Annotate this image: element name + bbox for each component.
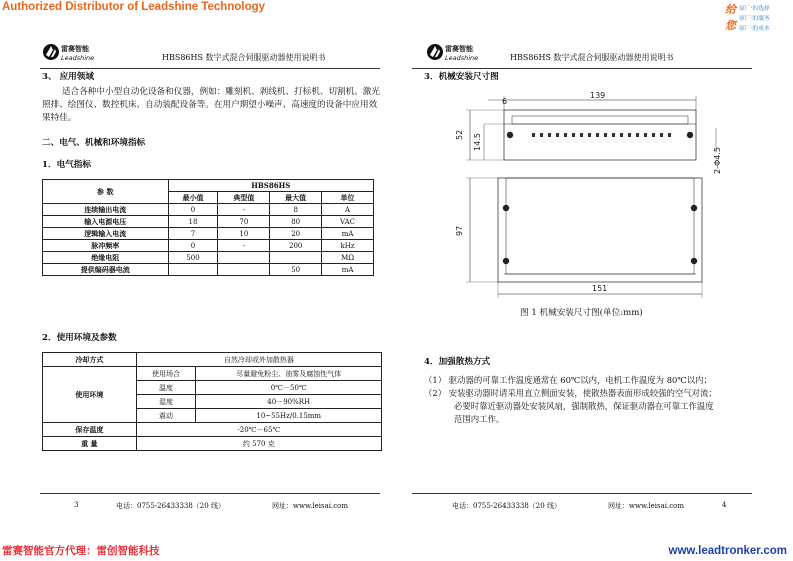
slogan-char-2: 您 <box>725 19 736 32</box>
row-unit: kHz <box>322 240 374 252</box>
leadshine-logo <box>42 42 100 66</box>
table-row <box>43 240 374 252</box>
row-min: 500 <box>168 252 218 264</box>
website-banner[interactable]: www.leadtronker.com <box>668 545 787 557</box>
env-row-value: 尽量避免粉尘、油雾及腐蚀性气体 <box>196 367 382 381</box>
dim-52: 52 <box>455 129 464 140</box>
model-header: HBS86HS <box>168 180 373 192</box>
row-min: 18 <box>168 216 218 228</box>
logo-en-text: Leadshine <box>445 54 479 62</box>
mechanical-drawing <box>440 88 740 314</box>
list-item: （2） 安装驱动器时请采用直立侧面安装，使散热器表面形成较强的空气对流； <box>424 388 717 398</box>
right-page-header <box>412 38 752 69</box>
electrical-specs-title: 1．电气指标 <box>42 160 91 170</box>
row-name: 连续输出电流 <box>43 204 169 216</box>
page-number: 3 <box>74 501 79 509</box>
section-application-body: 适合各种中小型自动化设备和仪器，例如：雕刻机、剥线机、打标机、切割机、激光照排、绘图仪、数控机床、自动装配设备等。在用户期望小噪声、高速度的设备中应用效果特佳。 <box>42 87 380 123</box>
dim-139: 139 <box>590 91 606 100</box>
left-page-footer <box>40 493 380 514</box>
col-unit: 单位 <box>322 192 374 204</box>
leadshine-logo-icon <box>426 43 444 61</box>
leadshine-logo-icon <box>42 43 60 61</box>
mech-dimensions-title: 3．机械安装尺寸图 <box>424 72 499 82</box>
page-number: 4 <box>722 501 727 509</box>
env-row-value: 10~55Hz/0.15mm <box>196 409 382 423</box>
param-header: 参 数 <box>43 180 169 204</box>
slogan-line-2: 原厂·的服务 <box>739 16 770 22</box>
row-max: 200 <box>270 240 322 252</box>
col-min: 最小值 <box>168 192 218 204</box>
figure-caption: 图 1 机械安装尺寸图(单位:mm) <box>520 308 643 318</box>
env-row-name: 温度 <box>136 381 196 395</box>
mounting-hole <box>507 132 513 138</box>
row-typ <box>218 264 270 276</box>
weight-value: 约 570 克 <box>136 437 381 451</box>
env-row-name: 使用场合 <box>136 367 196 381</box>
electrical-specs-table <box>42 179 374 276</box>
env-row-name: 湿度 <box>136 395 196 409</box>
row-name: 脉冲频率 <box>43 240 169 252</box>
row-max: 20 <box>270 228 322 240</box>
mounting-hole <box>687 132 693 138</box>
row-name: 提供编码器电流 <box>43 264 169 276</box>
leadshine-logo <box>426 42 484 66</box>
section-application-title: 3、 应用领域 <box>42 72 94 82</box>
row-max: 8 <box>270 204 322 216</box>
row-unit: A <box>322 204 374 216</box>
table-row <box>43 252 374 264</box>
list-item: 必要时靠近驱动器处安装风扇，强制散热，保证驱动器在可靠工作温度 <box>454 401 714 411</box>
env-label: 使用环境 <box>43 367 137 423</box>
official-agent-banner: 雷赛智能官方代理：雷创智能科技 <box>2 545 160 557</box>
list-item: 范围内工作。 <box>454 414 505 424</box>
side-view-body <box>498 178 702 282</box>
mounting-hole <box>691 258 697 264</box>
footer-website: 网址：www.leisai.com <box>272 502 348 510</box>
terminal-strip <box>512 116 688 124</box>
doc-title: HBS86HS 数字式混合伺服驱动器使用说明书 <box>510 53 674 62</box>
row-max <box>270 252 322 264</box>
col-max: 最大值 <box>270 192 322 204</box>
row-max: 50 <box>270 264 322 276</box>
right-page-footer <box>412 493 752 514</box>
environment-specs-title: 2．使用环境及参数 <box>42 333 117 343</box>
dim-hole: 2-Φ4.5 <box>713 147 722 174</box>
heat-dissipation-title: 4．加强散热方式 <box>424 357 491 367</box>
logo-en-text: Leadshine <box>61 54 95 62</box>
row-name: 逻辑输入电流 <box>43 228 169 240</box>
row-typ: 10 <box>218 228 270 240</box>
environment-specs-table <box>42 352 382 451</box>
row-name: 输入电源电压 <box>43 216 169 228</box>
slogan-line-1: 原厂·的选择 <box>739 6 770 12</box>
doc-title: HBS86HS 数字式混合伺服驱动器使用说明书 <box>162 53 326 62</box>
table-row <box>43 228 374 240</box>
env-row-value: 40－90%RH <box>196 395 382 409</box>
slogan-char-1: 给 <box>725 3 736 16</box>
slogan-badge <box>725 1 787 35</box>
table-row <box>43 204 374 216</box>
list-item: （1） 驱动器的可靠工作温度通常在 60℃以内，电机工作温度为 80℃以内； <box>424 375 712 385</box>
env-row-value: 0℃－50℃ <box>196 381 382 395</box>
row-typ: - <box>218 240 270 252</box>
dim-151: 151 <box>592 284 608 293</box>
mounting-hole <box>691 205 697 211</box>
storage-value: -20℃－65℃ <box>136 423 381 437</box>
logo-cn-text: 雷赛智能 <box>445 45 473 53</box>
table-row <box>43 264 374 276</box>
row-min <box>168 264 218 276</box>
row-min: 7 <box>168 228 218 240</box>
row-min: 0 <box>168 240 218 252</box>
heat-dissipation-list <box>424 374 764 426</box>
table-row <box>43 216 374 228</box>
row-max: 80 <box>270 216 322 228</box>
mounting-hole <box>503 258 509 264</box>
row-typ: - <box>218 204 270 216</box>
row-unit: mA <box>322 228 374 240</box>
row-unit: VAC <box>322 216 374 228</box>
row-unit: mA <box>322 264 374 276</box>
weight-label: 重 量 <box>43 437 137 451</box>
dim-97: 97 <box>455 225 464 236</box>
storage-label: 保存温度 <box>43 423 137 437</box>
footer-website: 网址：www.leisai.com <box>608 502 684 510</box>
dim-14-5: 14.5 <box>473 133 482 151</box>
mounting-hole <box>503 205 509 211</box>
row-typ: 70 <box>218 216 270 228</box>
footer-phone: 电话：0755-26433338（20 线） <box>452 502 561 510</box>
section-specs-title: 二、电气、机械和环境指标 <box>42 138 146 148</box>
env-row-name: 震动 <box>136 409 196 423</box>
row-unit: MΩ <box>322 252 374 264</box>
distributor-banner: Authorized Distributor of Leadshine Technology <box>2 1 266 13</box>
left-page-header <box>40 38 380 69</box>
cooling-value: 自然冷却或外加散热器 <box>136 353 381 367</box>
row-name: 绝缘电阻 <box>43 252 169 264</box>
logo-cn-text: 雷赛智能 <box>61 45 89 53</box>
slogan-line-3: 原厂·的成本 <box>739 26 770 32</box>
footer-phone: 电话：0755-26433338（20 线） <box>116 502 225 510</box>
row-min: 0 <box>168 204 218 216</box>
row-typ <box>218 252 270 264</box>
col-typ: 典型值 <box>218 192 270 204</box>
dim-6: 6 <box>502 97 508 106</box>
cooling-label: 冷却方式 <box>43 353 137 367</box>
